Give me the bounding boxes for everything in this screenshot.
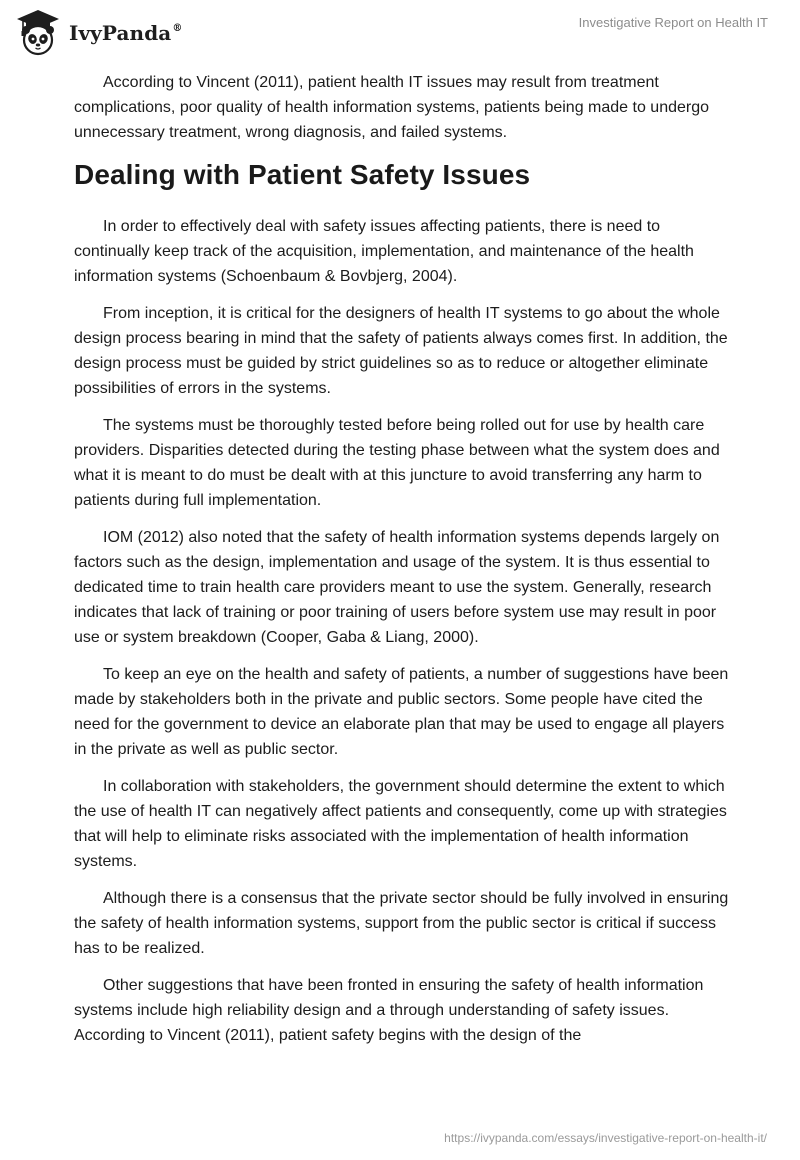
panda-graduate-icon xyxy=(14,8,62,56)
body-paragraph-3: The systems must be thoroughly tested before being rolled out for use by health care providers. Disparities detected during the testing phase between what the system does and what it is meant to do must be dealt with at this juncture to avoid transferring any harm to patients during full implementation. xyxy=(74,417,720,509)
section-heading: Dealing with Patient Safety Issues xyxy=(74,159,531,190)
body-paragraph-2: From inception, it is critical for the designers of health IT systems to go about the whole design process bearing in mind that the safety of patients always comes first. In addition, the design process must be guided by strict guidelines so as to reduce or altogether eliminate possibilities of errors in the systems. xyxy=(74,305,728,397)
brand-name: IvyPanda® xyxy=(69,21,183,45)
body-paragraph-1: In order to effectively deal with safety issues affecting patients, there is need to continually keep track of the acquisition, implementation, and maintenance of the health information systems (Schoenbaum & Bovbjerg, 2004). xyxy=(74,218,694,285)
body-paragraph-5: To keep an eye on the health and safety of patients, a number of suggestions have been made by stakeholders both in the private and public sectors. Some people have cited the need for the government to device an elaborate plan that may be used to engage all players in the private as well as public sector. xyxy=(74,666,729,758)
body-paragraph-8: Other suggestions that have been fronted in ensuring the safety of health information systems include high reliability design and a through understanding of safety issues. According to Vincent (2011), patient safety begins with the design of the xyxy=(74,977,704,1044)
body-paragraph-4: IOM (2012) also noted that the safety of health information systems depends largely on factors such as the design, implementation and usage of the system. It is thus essential to dedicated time to train health care providers meant to use the system. Generally, research indicates that lack of training or poor training of users before system use may result in poor use or system breakdown (Cooper, Gaba & Liang, 2000). xyxy=(74,529,720,646)
ivypanda-logo[interactable] xyxy=(14,8,182,56)
registered-mark: ® xyxy=(172,23,183,34)
intro-paragraph: According to Vincent (2011), patient health IT issues may result from treatment complications, poor quality of health information systems, patients being made to undergo unnecessary treatment, wrong diagnosis, and failed systems. xyxy=(74,74,710,141)
page-header xyxy=(0,0,800,60)
essay-body xyxy=(74,70,730,1060)
source-url[interactable]: https://ivypanda.com/essays/investigative-report-on-health-it/ xyxy=(444,1131,767,1145)
document-title: Investigative Report on Health IT xyxy=(578,15,768,30)
body-paragraph-7: Although there is a consensus that the private sector should be fully involved in ensuring the safety of health information systems, support from the public sector is critical if success has to be realized. xyxy=(74,890,729,957)
body-paragraph-6: In collaboration with stakeholders, the government should determine the extent to which the use of health IT can negatively affect patients and consequently, come up with strategies that will help to eliminate risks associated with the implementation of health information systems. xyxy=(74,778,727,870)
